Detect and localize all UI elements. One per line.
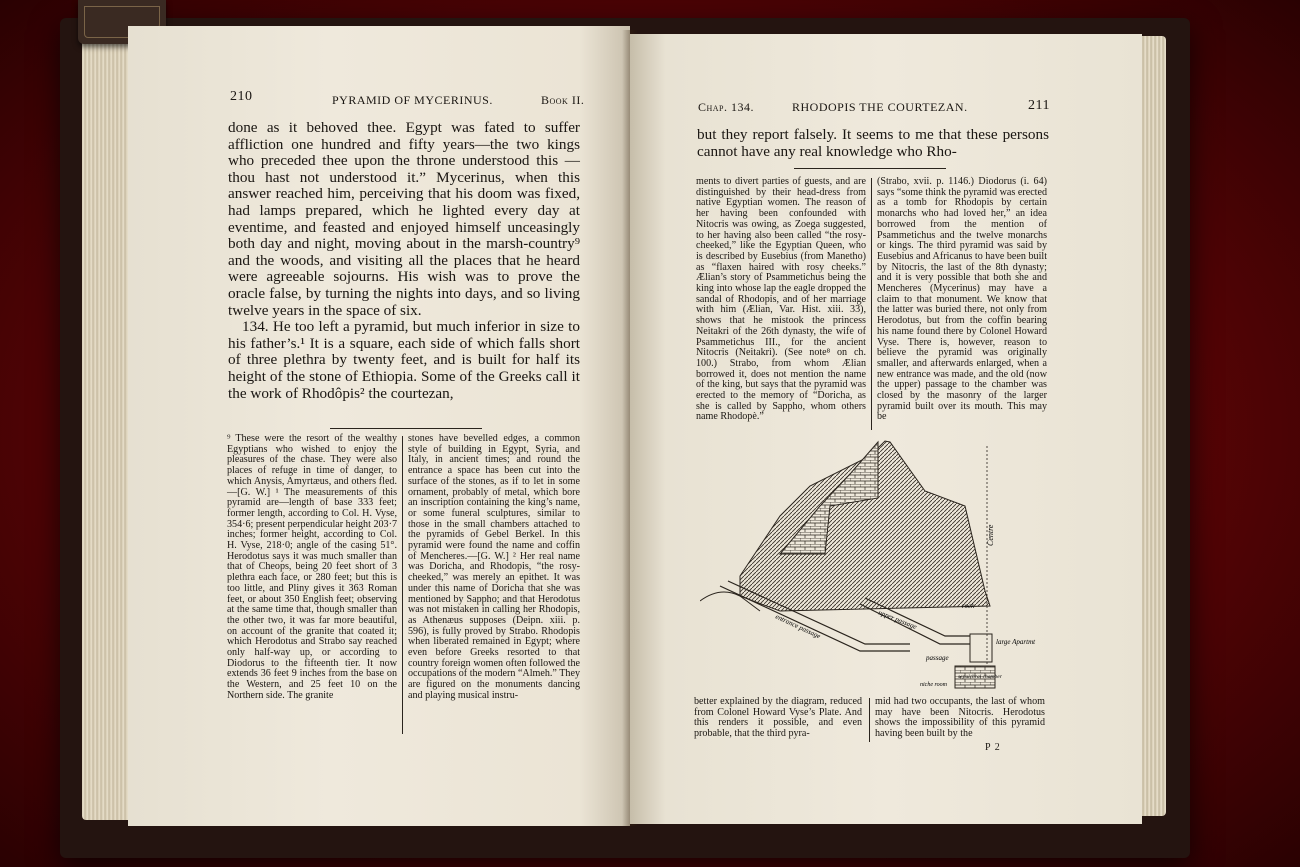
label-niche-room: niche room: [920, 682, 947, 688]
right-note-col2: [877, 177, 1047, 423]
label-rock: rock: [962, 602, 975, 610]
right-main-text: [697, 127, 1049, 160]
right-bottom-col1: [694, 697, 862, 740]
footnote-text: ⁹ These were the resort of the wealthy Egyptians who wished to enjoy the pleasures of the chase. They were also places of refuge in time of danger, to which Anysis, Amyrtæus, and others fled.—[G. W.] ¹ The measurements of this pyramid are—length of base 333 feet; former length, according to Col. H. Vyse, 354·6; present perpendicular height 203·7 inches; former height, according to Col. H. Vyse, 218·0; angle of the casing 51°. Herodotus says it was much smaller than that of Cheops, being 20 feet short of 3 plethra each face, or 280 feet; but this is too little, and Pliny gives it 363 Roman feet, or about 350 English feet; observing at the same time that, though smaller than the other two, it was far more beautiful, on account of the granite that coated it; which Herodotus and Strabo say reached only half-way up, or according to Diodorus to the fifteenth tier. It now extends 36 feet 9 inches from the base on the Western, and 25 feet 10 on the Northern side. The granite: [227, 433, 397, 701]
label-upper-passage: upper passage: [877, 608, 918, 632]
left-paragraph-1: done as it behoved thee. Egypt was fated to suffer affliction one hundred and fifty years—the two kings who preceded thee upon the throne understood this —thou hast not understood it.” Mycerinus, when this answer reached him, perceiving that his doom was fixed, had lamps prepared, which he lighted every day at eventime, and feasted and enjoyed himself unceasingly both day and night, moving about in the marsh-country⁹ and the woods, and visiting all the places that he heard were agreeable sojourns. His wish was to prove the oracle false, by turning the nights into days, and so living twelve years in the space of six.: [228, 119, 580, 319]
left-footnote-col2: [408, 434, 580, 702]
right-note-col1: [696, 177, 866, 423]
right-page-edges: [1140, 36, 1166, 816]
left-note-rule: [330, 428, 482, 429]
footnote-text: mid had two occupants, the last of whom may have been Nitocris. Herodotus shows the impossibility of this pyramid having been built by the: [875, 696, 1045, 740]
right-column-divider-top: [871, 178, 872, 430]
right-bottom-col2: [875, 697, 1045, 740]
left-page-number: 210: [230, 89, 253, 104]
footnote-text: ments to divert parties of guests, and are distinguished by their head-dress from native Egyptian women. The reason of her having been confounded with Nitocris was owing, as Zoega suggested, to her having also been called “the rosy-cheeked,” like the Egyptian Queen, who is described by Eusebius (from Manetho) as “flaxen haired with rosy cheeks.” Ælian’s story of Psammetichus being the king into whose lap the eagle dropped the sandal of Rhodopis, and of her marriage with him (Ælian, Var. Hist. xiii. 33), shows that he mistook the princess Neitakri of the 26th dynasty, the wife of Psammetichus III., for the ancient Nitocris (Neitakri). (See note⁸ on ch. 100.) Strabo, from whom Ælian borrowed it, does not mention the name of the king, but says that the pyramid was erected to the memory of “Doricha, as she is called by Sappho, whom others name Rhodopè.”: [696, 176, 866, 423]
footnote-text: (Strabo, xvii. p. 1146.) Diodorus (i. 64) says “some think the pyramid was erected as a tomb for Rhodopis by certain monarchs who had loved her,” an idea borrowed from the mention of Psammetichus and the twelve monarchs or kings. The third pyramid was said by Eusebius and Africanus to have been built by Nitocris, the last of the 8th dynasty; and it is very possible that both she and Mencheres (Mycerinus) may have a claim to that monument. We know that the latter was buried there, not only from Herodotus, but from the coffin bearing his name found there by Colonel Howard Vyse. There is, however, reason to believe the pyramid was originally smaller, and afterwards enlarged, when a new entrance was made, and the old (now the upper) passage to the chamber was closed by the masonry of the larger pyramid built over its mouth. This may be: [877, 176, 1047, 423]
label-sepulchral-chamber: sepulchral chamber: [958, 674, 1002, 680]
left-paragraph-2: 134. He too left a pyramid, but much inferior in size to his father’s.¹ It is a square, each side of which falls short of three plethra by twenty feet, and is built for half its height of the stone of Ethiopia. Some of the Greeks call it the work of Rhodôpis² the courtezan,: [228, 318, 580, 402]
left-main-text: [228, 120, 580, 402]
footnote-text: stones have bevelled edges, a common style of building in Egypt, Syria, and Italy, in ancient times; and round the entrance a space has been cut into the surface of the stones, as if to let in some ornament, probably of metal, which bore an inscription containing the king’s name, or some funeral sculptures, similar to those in the small chambers attached to the pyramids of Gebel Berkel. In this pyramid were found the name and coffin of Mencheres.—[G. W.] ² Her real name was Doricha, and Rhodopis, “the rosy-cheeked,” was merely an epithet. It was under this name of Doricha that she was mentioned by Sappho; and that Herodotus was not mistaken in calling her Rhodopis, as Athenæus supposes (Deipn. xiii. p. 596), is fully proved by Strabo. Rhodopis when liberated remained in Egypt; where even before Greeks resorted to that country foreign women often followed the occupations of the modern “Almeh.” They are figured on the monuments dancing and playing musical instru-: [408, 433, 580, 701]
right-note-rule: [794, 168, 946, 169]
right-paragraph-1: but they report falsely. It seems to me that these persons cannot have any real knowledge who Rho-: [697, 126, 1049, 160]
pyramid-section-diagram: [700, 436, 1046, 694]
label-large-apartment: large Apartmt: [996, 638, 1036, 646]
footnote-text: better explained by the diagram, reduced from Colonel Howard Vyse’s Plate. And this renders it possible, and even probable, that the third pyra-: [694, 696, 862, 740]
right-page-number: 211: [1028, 98, 1050, 113]
signature-mark: P 2: [985, 742, 1001, 753]
label-centre: Centre: [986, 524, 995, 546]
left-footnote-col1: [227, 434, 397, 702]
label-entrance-passage: entrance passage: [774, 612, 822, 641]
right-chapter-label: Chap. 134.: [698, 100, 755, 114]
left-running-title: PYRAMID OF MYCERINUS.: [332, 93, 493, 107]
left-book-label: Book II.: [541, 93, 585, 107]
right-column-divider-bottom: [869, 698, 870, 742]
label-passage: passage: [926, 654, 949, 662]
left-page-edges: [82, 30, 130, 820]
right-running-title: RHODOPIS THE COURTEZAN.: [792, 100, 968, 114]
left-column-divider: [402, 436, 403, 734]
